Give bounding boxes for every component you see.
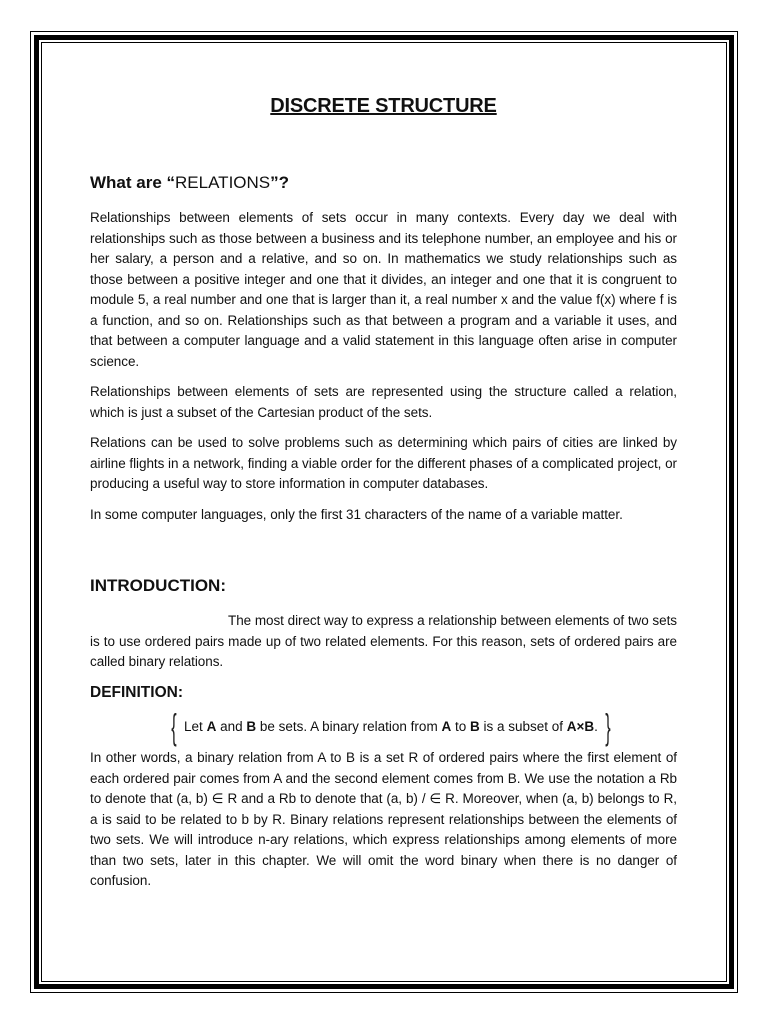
definition-heading: DEFINITION:	[90, 684, 183, 701]
section-heading-relations	[90, 173, 289, 193]
paragraph-relationships: Relationships between elements of sets occur in many contexts. Every day we deal with relationships such as those between a business and its telephone number, an employee and his or her salary, a person and a relative, and so on. In mathematics we study relationships such as those between a positive integer and one that it divides, an integer and one that it is congruent to module 5, a real number and one that is larger than it, a real number x and the value f(x) where f is a function, and so on. Relationships such as that between a program and a variable it uses, and that between a computer language and a valid statement in this language often arise in computer science.	[90, 210, 677, 369]
section-heading-introduction: INTRODUCTION:	[90, 576, 226, 595]
right-brace: }	[605, 706, 611, 747]
heading-word: RELATIONS	[175, 173, 271, 192]
document-title: DISCRETE STRUCTURE	[270, 95, 497, 117]
definition-statement	[168, 706, 614, 747]
paragraph-applications: Relations can be used to solve problems such as determining which pairs of cities are linked by airline flights in a network, finding a viable order for the different phases of a complicated project, or producing a useful way to store information in computer databases.	[90, 435, 677, 491]
left-brace: {	[171, 706, 177, 747]
paragraph-representation: Relationships between elements of sets are represented using the structure called a relation, which is just a subset of the Cartesian product of the sets.	[90, 384, 677, 420]
heading-prefix: What are “	[90, 173, 176, 192]
definition-text: Let A and B be sets. A binary relation from A to B is a subset of A×B.	[184, 719, 598, 734]
paragraph-binary-relation: In other words, a binary relation from A to B is a set R of ordered pairs where the first element of each ordered pair comes from A and the second element comes from B. We use the notation a Rb to denote that (a, b) ∈ R and a Rb to denote that (a, b) / ∈ R. Moreover, when (a, b) belongs to R, a is said to be related to b by R. Binary relations represent relationships between the elements of two sets. We will introduce n-ary relations, which express relationships among elements of more than two sets, later in this chapter. We will omit the word binary when there is no danger of confusion.	[90, 750, 677, 888]
paragraph-computer-languages: In some computer languages, only the first 31 characters of the name of a variable matter.	[90, 507, 623, 522]
heading-suffix: ”?	[270, 173, 290, 192]
paragraph-introduction: The most direct way to express a relationship between elements of two sets is to use ordered pairs made up of two related elements. For this reason, sets of ordered pairs are called binary relations.	[90, 613, 677, 669]
